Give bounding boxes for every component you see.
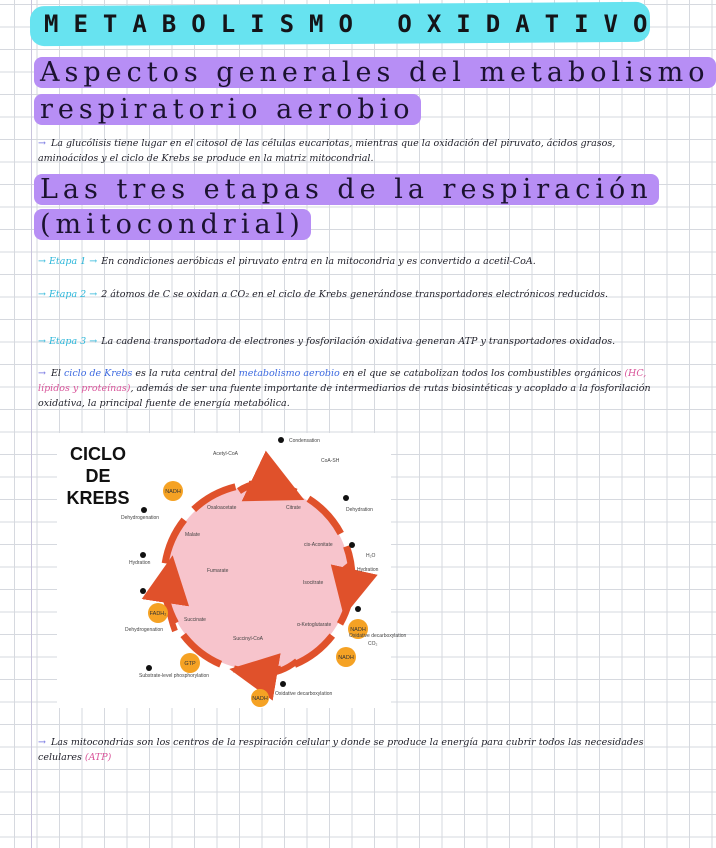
label-succinyl-coa: Succinyl-CoA <box>233 636 264 642</box>
heading-etapas-line2: (mitocondrial) <box>34 209 311 240</box>
heading-etapas-2 <box>34 208 311 242</box>
page-title: METABOLISMO OXIDATIVO <box>44 10 663 38</box>
krebs-cycle-figure <box>57 433 407 708</box>
fadh2-burst <box>148 603 168 623</box>
hc-lipidos-proteinas-term: (HC, lípidos y proteínas) <box>38 368 647 394</box>
label-hydration: Hydration <box>357 567 379 573</box>
heading-aspectos-line1: Aspectos generales del metabolismo <box>34 57 716 88</box>
heading-aspectos-2 <box>34 93 421 127</box>
gtp-label: GTP <box>184 661 196 667</box>
arrow-icon: → <box>38 138 46 149</box>
etapa-3 <box>38 334 658 349</box>
ciclo-krebs-term: ciclo de Krebs <box>63 368 133 379</box>
etapa-1-text: En condiciones aeróbicas el piruvato entra en la mitocondria y es convertido a acetil-CoA. <box>101 256 536 267</box>
label-oxidative-decarb: Oxidative decarboxylation <box>349 633 407 639</box>
krebs-title-line3: KREBS <box>66 488 130 508</box>
label-oxaloacetate: Oxaloacetate <box>207 505 237 511</box>
paragraph-ciclo-krebs <box>38 366 658 411</box>
gtp-burst <box>180 653 200 673</box>
arrow-icon: → <box>38 737 46 748</box>
label-hydration-2: Hydration <box>129 560 151 566</box>
label-cis-aconitate: cis-Aconitate <box>304 542 333 548</box>
p2-text-2: es la ruta central del <box>135 368 236 379</box>
label-coa-sh: CoA-SH <box>321 458 340 464</box>
label-h2o: H₂O <box>366 553 376 559</box>
label-condensation: Condensation <box>289 438 320 444</box>
label-dehydrogenation: Dehydrogenation <box>125 627 164 633</box>
atp-term: (ATP) <box>84 752 112 763</box>
krebs-title-line2: DE <box>85 466 111 486</box>
krebs-figure-title <box>63 443 133 509</box>
label-acetyl-coa: Acetyl-CoA <box>213 451 239 457</box>
p2-text-1: El <box>50 368 61 379</box>
etapa-2-label: → Etapa 2 → <box>38 289 98 300</box>
etapa-3-text: La cadena transportadora de electrones y fosforilación oxidativa generan ATP y transportadores oxidados. <box>101 336 616 347</box>
p2-text-4: , además de ser una fuente importante de intermediarios de rutas biosintéticas y acoplado a la fosforilación oxidativa, la principal fuente de energía metabólica. <box>38 383 651 409</box>
label-dehydration: Dehydration <box>346 507 373 513</box>
nadh-burst-1 <box>163 481 183 501</box>
label-oxidative-decarb-2: Oxidative decarboxylation <box>275 691 333 697</box>
etapa-3-label: → Etapa 3 → <box>38 336 98 347</box>
nadh-label-4: NADH <box>252 696 268 702</box>
arrow-icon: → <box>38 368 46 379</box>
paragraph-glucolisis <box>38 136 658 166</box>
etapa-1-label: → Etapa 1 → <box>38 256 98 267</box>
etapa-2-text: 2 átomos de C se oxidan a CO₂ en el ciclo de Krebs generándose transportadores electrónicos reducidos. <box>101 289 609 300</box>
heading-aspectos-line2: respiratorio aerobio <box>34 94 421 125</box>
label-citrate: Citrate <box>286 505 301 511</box>
label-isocitrate: Isocitrate <box>303 580 324 586</box>
metabolismo-aerobio-term: metabolismo aerobio <box>238 368 340 379</box>
heading-etapas-line1: Las tres etapas de la respiración <box>34 174 659 205</box>
nadh-burst-3 <box>336 647 356 667</box>
paragraph-mitocondrias <box>38 735 658 765</box>
heading-etapas <box>34 173 659 207</box>
p2-text-3: en el que se catabolizan todos los combustibles orgánicos <box>342 368 622 379</box>
fadh2-label: FADH₂ <box>149 611 167 617</box>
nadh-burst-4 <box>251 689 269 707</box>
etapa-1 <box>38 254 658 269</box>
paragraph-glucolisis-text: La glucólisis tiene lugar en el citosol de las células eucariotas, mientras que la oxidación del piruvato, ácidos grasos, aminoácidos y el ciclo de Krebs se produce en la matriz mitocondrial. <box>38 138 616 164</box>
nadh-label-2: NADH <box>350 627 366 633</box>
label-substrate-phos: Substrate-level phosphorylation <box>139 673 210 679</box>
nadh-label-1: NADH <box>165 489 181 495</box>
label-fumarate: Fumarate <box>207 568 229 574</box>
label-ketoglutarate: α-Ketoglutarate <box>297 622 332 628</box>
krebs-title-line1: CICLO <box>70 444 126 464</box>
etapa-2 <box>38 287 658 302</box>
label-succinate: Succinate <box>184 617 206 623</box>
nadh-label-3: NADH <box>338 655 354 661</box>
notebook-margin-line <box>31 0 32 848</box>
paragraph-mitocondrias-text: Las mitocondrias son los centros de la respiración celular y donde se produce la energía para cubrir todos las necesidades celulares <box>38 737 644 763</box>
label-dehydrogenation-2: Dehydrogenation <box>121 515 160 521</box>
label-co2: CO₂ <box>368 641 378 647</box>
label-malate: Malate <box>185 532 201 538</box>
heading-aspectos <box>34 56 716 90</box>
